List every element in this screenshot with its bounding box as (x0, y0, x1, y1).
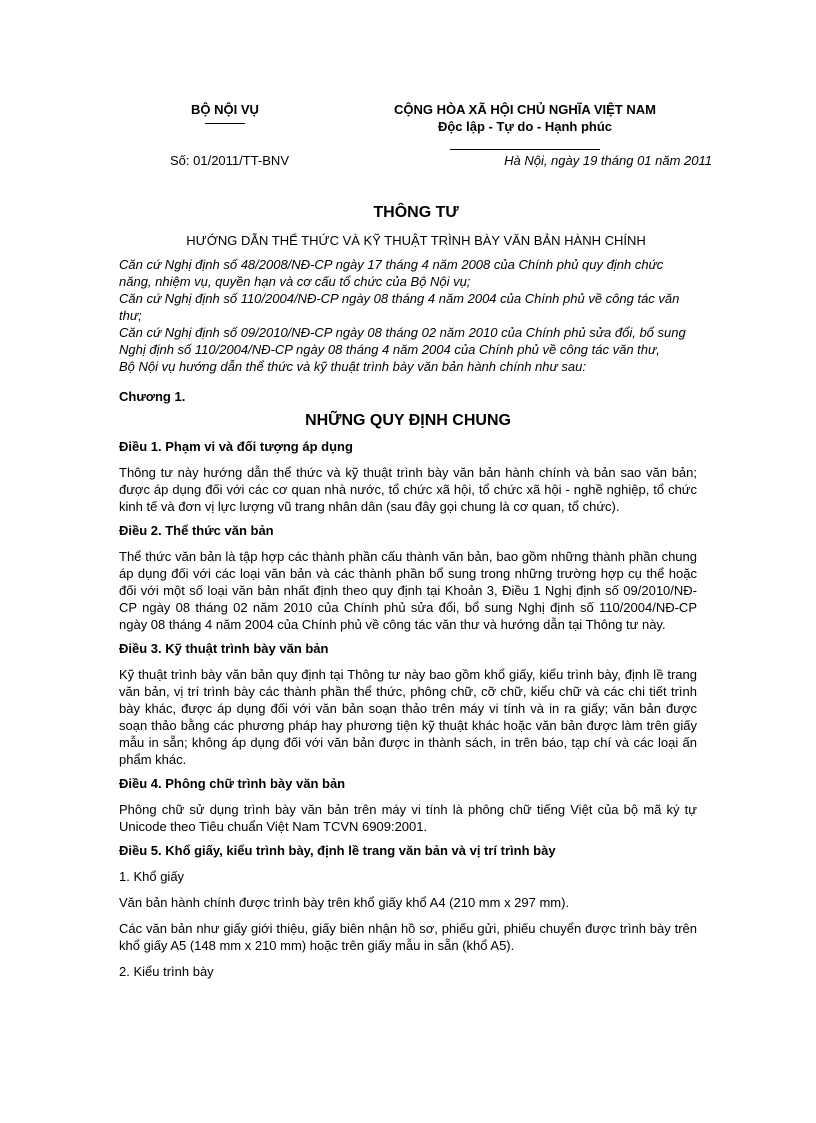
legal-basis: Căn cứ Nghị định số 09/2010/NĐ-CP ngày 08 tháng 02 năm 2010 của Chính phủ sửa đổi, bổ sung Nghị định số 110/2004/NĐ-CP ngày 08 tháng 4 năm 2004 của Chính phủ về công tác văn thư, (119, 325, 686, 357)
agency-underline (205, 123, 245, 124)
chapter-label: Chương 1. (119, 389, 186, 404)
article-5-title: Điều 5. Khổ giấy, kiểu trình bày, định lề trang văn bản và vị trí trình bày (119, 843, 556, 858)
motto-underline (450, 149, 600, 150)
chapter-title: NHỮNG QUY ĐỊNH CHUNG (305, 412, 511, 429)
article-5-paragraph: Văn bản hành chính được trình bày trên khổ giấy khổ A4 (210 mm x 297 mm). (119, 895, 570, 910)
article-4-paragraph: Phông chữ sử dụng trình bày văn bản trên máy vi tính là phông chữ tiếng Việt của bộ mã ký tự Unicode theo Tiêu chuẩn Việt Nam TCVN 6909:2001. (119, 802, 697, 834)
national-title-block (370, 101, 680, 150)
document-body (119, 256, 697, 980)
document-subject: HƯỚNG DẪN THỂ THỨC VÀ KỸ THUẬT TRÌNH BÀY VĂN BẢN HÀNH CHÍNH (186, 233, 646, 248)
legal-basis: Căn cứ Nghị định số 48/2008/NĐ-CP ngày 17 tháng 4 năm 2008 của Chính phủ quy định chức năng, nhiệm vụ, quyền hạn và cơ cấu tổ chức của Bộ Nội vụ; (119, 257, 664, 289)
article-5-paragraph: Các văn bản như giấy giới thiệu, giấy biên nhận hồ sơ, phiếu gửi, phiếu chuyển được trình bày trên khổ giấy A5 (148 mm x 210 mm) hoặc trên giấy mẫu in sẵn (khổ A5). (119, 921, 697, 953)
article-1-paragraph: Thông tư này hướng dẫn thể thức và kỹ thuật trình bày văn bản hành chính và bản sao văn bản; được áp dụng đối với các cơ quan nhà nước, tổ chức xã hội, tổ chức xã hội - nghề nghiệp, tổ chức kinh tế và đơn vị lực lượng vũ trang nhân dân (sau đây gọi chung là cơ quan, tổ chức). (119, 465, 697, 514)
agency-block (170, 101, 280, 124)
article-5-subheading: 2. Kiểu trình bày (119, 964, 214, 979)
document-type: THÔNG TƯ (373, 204, 459, 221)
article-3-title: Điều 3. Kỹ thuật trình bày văn bản (119, 641, 329, 656)
article-2-paragraph: Thể thức văn bản là tập hợp các thành phần cấu thành văn bản, bao gồm những thành phần chung áp dụng đối với các loại văn bản và các thành phần bổ sung trong những trường hợp cụ thể hoặc đối với một số loại văn bản nhất định theo quy định tại Khoản 3, Điều 1 Nghị định số 09/2010/NĐ-CP ngày 08 tháng 02 năm 2010 của Chính phủ sửa đổi, bổ sung Nghị định số 110/2004/NĐ-CP ngày 08 tháng 4 năm 2004 của Chính phủ về công tác văn thư và hướng dẫn tại Thông tư này. (119, 549, 697, 632)
article-2-title: Điều 2. Thể thức văn bản (119, 523, 274, 538)
article-4-title: Điều 4. Phông chữ trình bày văn bản (119, 776, 346, 791)
article-5-subheading: 1. Khổ giấy (119, 869, 185, 884)
country-name: CỘNG HÒA XÃ HỘI CHỦ NGHĨA VIỆT NAM (394, 102, 656, 117)
article-3-paragraph: Kỹ thuật trình bày văn bản quy định tại Thông tư này bao gồm khổ giấy, kiểu trình bày, định lề trang văn bản, vị trí trình bày các thành phần thể thức, phông chữ, cỡ chữ, kiểu chữ và các chi tiết trình bày khác, được áp dụng đối với văn bản soạn thảo trên máy vi tính và in ra giấy; văn bản được soạn thảo bằng các phương pháp hay phương tiện kỹ thuật khác hoặc văn bản được làm trên giấy mẫu in sẵn; không áp dụng đối với văn bản được in thành sách, in trên báo, tạp chí và các loại ấn phẩm khác. (119, 667, 697, 767)
national-motto: Độc lập - Tự do - Hạnh phúc (437, 119, 613, 134)
document-number: Số: 01/2011/TT-BNV (170, 153, 289, 168)
agency-name: BỘ NỘI VỤ (191, 102, 259, 117)
enacting-statement: Bộ Nội vụ hướng dẫn thể thức và kỹ thuật trình bày văn bản hành chính như sau: (119, 359, 586, 374)
place-and-date: Hà Nội, ngày 19 tháng 01 năm 2011 (504, 153, 712, 168)
legal-basis: Căn cứ Nghị định số 110/2004/NĐ-CP ngày 08 tháng 4 năm 2004 của Chính phủ về công tác văn thư; (119, 291, 680, 323)
article-1-title: Điều 1. Phạm vi và đối tượng áp dụng (119, 439, 353, 454)
